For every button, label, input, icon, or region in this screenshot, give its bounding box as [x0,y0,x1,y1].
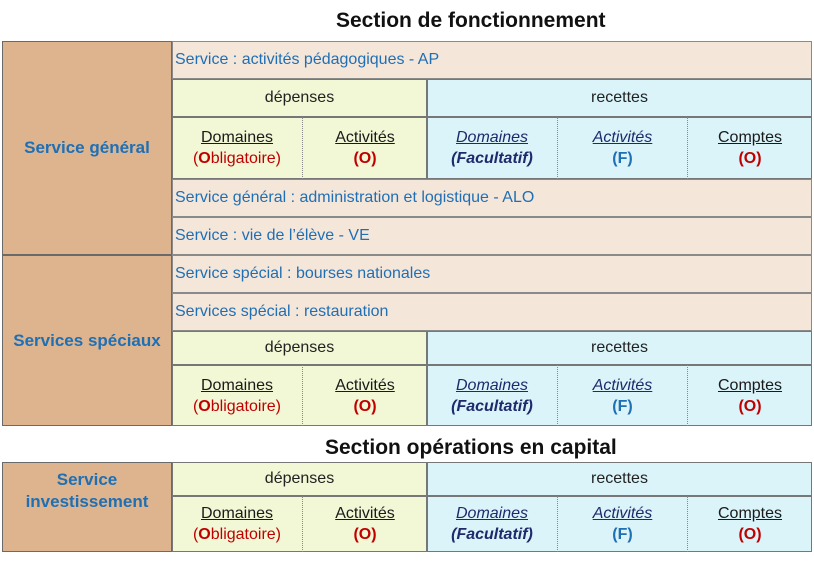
rec-comptes-label: Comptes [717,505,783,522]
rec-activites-label: Activités [592,505,653,522]
dep-domaines-sub: (Obligatoire) [192,397,282,415]
dep-activites-sub: (O) [353,397,377,415]
row-administration-logistique [172,179,812,217]
depenses-header-1-text: dépenses [264,89,335,106]
rec-domaines-sub: (Facultatif) [451,150,533,167]
service-general-label [2,41,172,255]
recettes-header-1-text: recettes [591,89,648,106]
rec-comptes-sub: (O) [738,150,762,167]
depenses-header-3-text: dépenses [264,470,335,487]
recettes-header-1 [427,79,812,117]
rec-activites-sub: (F) [612,397,633,415]
row-restauration-text: Services spécial : restauration [175,303,389,320]
rec-comptes-label: Comptes [717,376,783,394]
section-fonctionnement-title: Section de fonctionnement [336,9,606,32]
dep-domaines-label: Domaines [200,505,274,522]
service-investissement-line1: Service [56,470,118,489]
recettes-header-3-text: recettes [591,470,648,487]
row-ve-text: Service : vie de l’élève - VE [175,227,370,244]
rec-domaines-sub: (Facultatif) [451,526,533,543]
dep-activites-cell-3 [302,496,427,552]
rec-comptes-cell-3 [687,496,812,552]
dep-domaines-sub: (Obligatoire) [192,526,282,543]
rec-domaines-label: Domaines [455,129,529,146]
services-speciaux-text: Services spéciaux [13,330,161,350]
rec-activites-cell-2 [557,365,687,426]
rec-comptes-sub: (O) [738,397,762,415]
rec-comptes-label: Comptes [717,129,783,146]
row-vie-eleve [172,217,812,255]
rec-activites-label: Activités [592,129,653,146]
depenses-header-3 [172,462,427,496]
dep-activites-sub: (O) [353,526,377,543]
dep-activites-label: Activités [335,129,395,146]
rec-domaines-cell-1 [427,117,557,179]
rec-domaines-cell-2 [427,365,557,426]
row-alo-text: Service général : administration et logistique - ALO [175,189,535,206]
rec-activites-label: Activités [592,376,653,394]
rec-domaines-label: Domaines [455,505,529,522]
recettes-header-2 [427,331,812,365]
rec-comptes-cell-2 [687,365,812,426]
dep-domaines-cell-3 [172,496,302,552]
rec-domaines-sub: (Facultatif) [451,397,533,415]
service-investissement-label [2,462,172,552]
section-capital-title: Section opérations en capital [325,436,617,459]
service-general-text: Service général [24,138,150,157]
dep-domaines-sub: (Obligatoire) [192,150,282,167]
dep-activites-sub: (O) [353,150,377,167]
recettes-header-2-text: recettes [591,339,648,356]
dep-activites-cell-1 [302,117,427,179]
row-bourses-nationales [172,255,812,293]
rec-domaines-cell-3 [427,496,557,552]
services-speciaux-label [2,255,172,426]
depenses-header-2 [172,331,427,365]
dep-activites-label: Activités [335,505,395,522]
dep-domaines-cell-2 [172,365,302,426]
dep-domaines-label: Domaines [200,129,274,146]
dep-domaines-cell-1 [172,117,302,179]
rec-domaines-label: Domaines [455,376,529,394]
row-ap-text: Service : activités pédagogiques - AP [175,51,440,68]
row-restauration [172,293,812,331]
rec-activites-cell-1 [557,117,687,179]
rec-activites-sub: (F) [612,526,633,543]
dep-activites-cell-2 [302,365,427,426]
rec-comptes-sub: (O) [738,526,762,543]
recettes-header-3 [427,462,812,496]
row-bourses-text: Service spécial : bourses nationales [175,265,431,282]
dep-domaines-label: Domaines [200,376,274,394]
rec-comptes-cell-1 [687,117,812,179]
depenses-header-1 [172,79,427,117]
depenses-header-2-text: dépenses [264,339,335,356]
service-investissement-line2: investissement [25,492,149,511]
rec-activites-cell-3 [557,496,687,552]
rec-activites-sub: (F) [612,150,633,167]
dep-activites-label: Activités [335,376,395,394]
row-activites-pedagogiques [172,41,812,79]
